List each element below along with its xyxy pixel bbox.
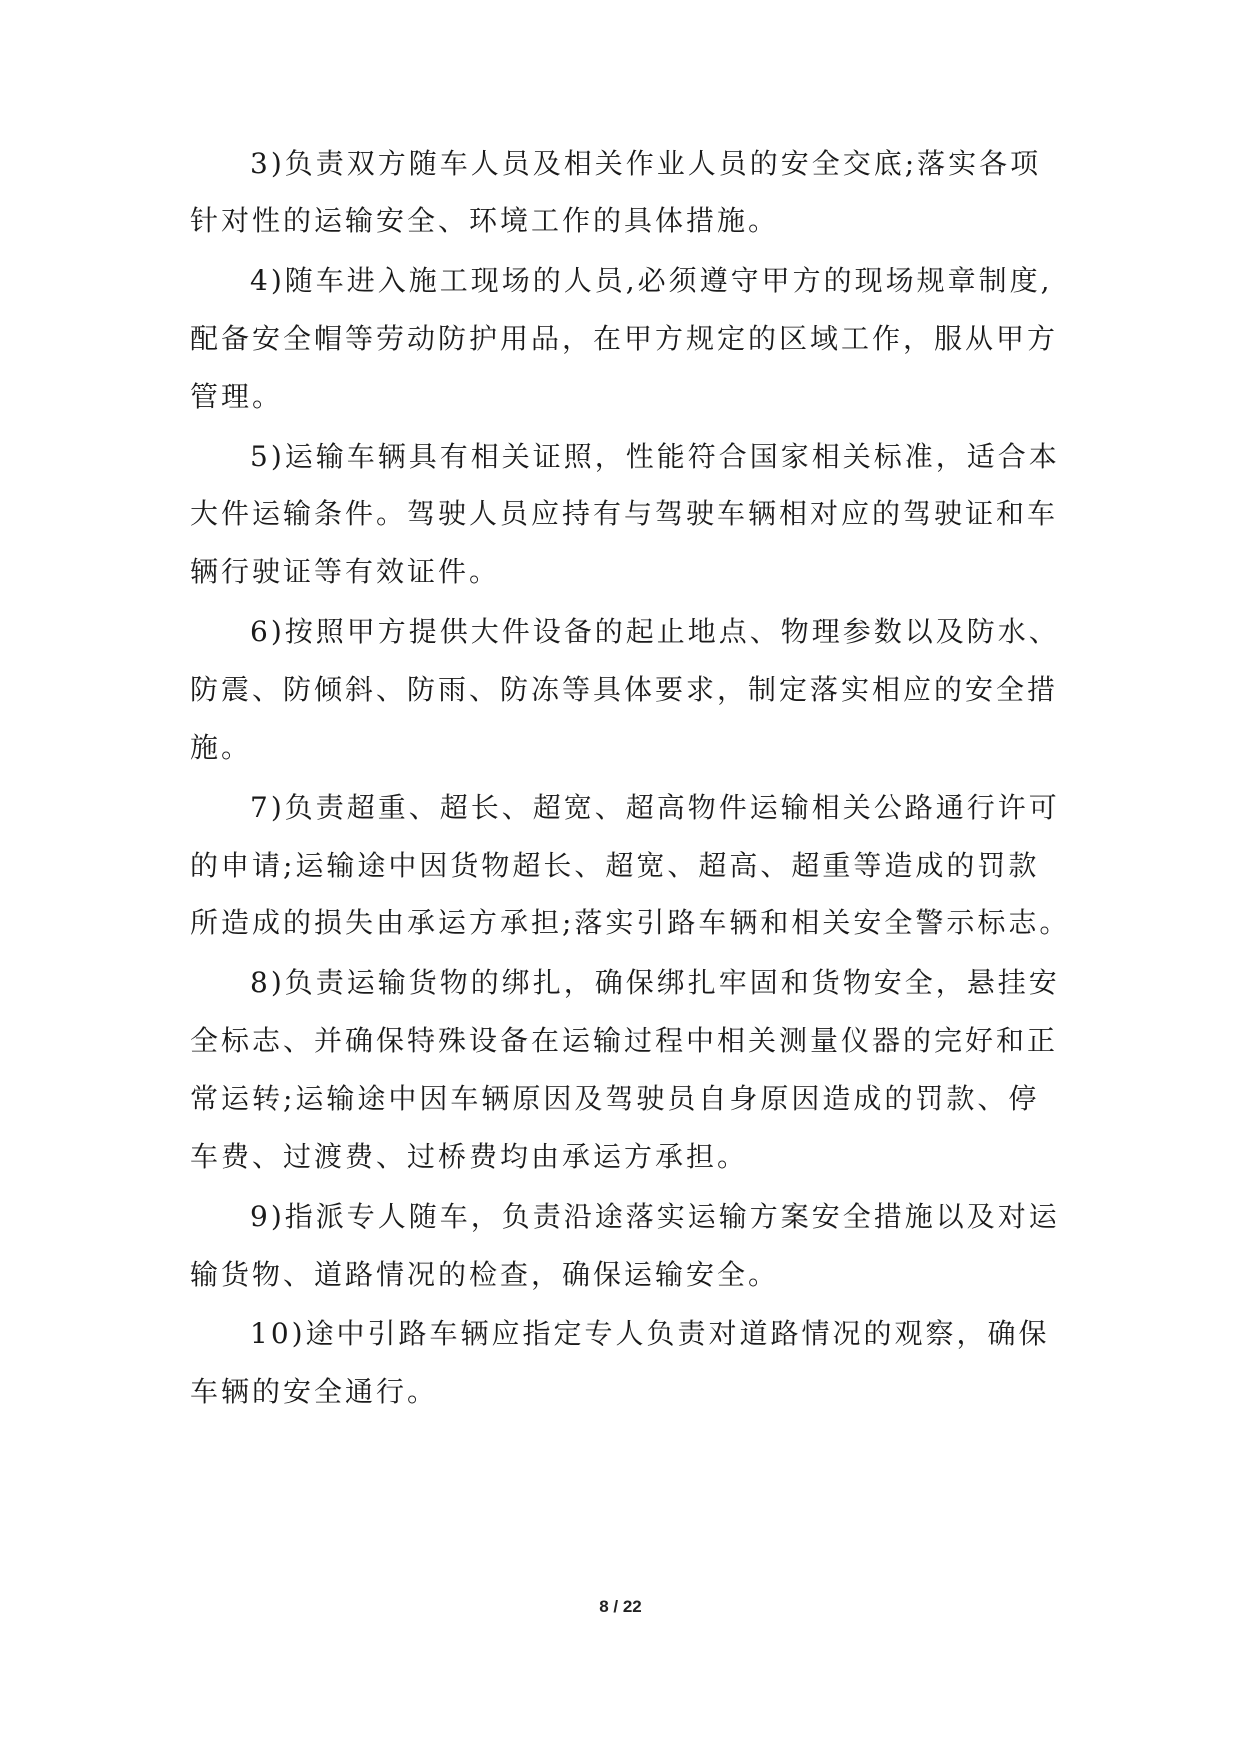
paragraph-item-3-line-1: 3)负责双方随车人员及相关作业人员的安全交底;落实各项	[250, 147, 1042, 180]
paragraph-item-7-line-2: 的申请;运输途中因货物超长、超宽、超高、超重等造成的罚款	[190, 849, 1040, 882]
paragraph-item-10-line-2: 车辆的安全通行。	[190, 1375, 439, 1408]
paragraph-item-5-line-1: 5)运输车辆具有相关证照，性能符合国家相关标准，适合本	[250, 440, 1060, 473]
paragraph-item-7-line-1: 7)负责超重、超长、超宽、超高物件运输相关公路通行许可	[250, 791, 1060, 824]
paragraph-item-8-line-2: 全标志、并确保特殊设备在运输过程中相关测量仪器的完好和正	[190, 1024, 1059, 1057]
paragraph-item-8-line-1: 8)负责运输货物的绑扎，确保绑扎牢固和货物安全，悬挂安	[250, 966, 1060, 999]
paragraph-item-4-line-1: 4)随车进入施工现场的人员,必须遵守甲方的现场规章制度,	[250, 264, 1053, 297]
paragraph-item-8-line-4: 车费、过渡费、过桥费均由承运方承担。	[190, 1140, 749, 1173]
paragraph-item-3-line-2: 针对性的运输安全、环境工作的具体措施。	[190, 204, 780, 237]
paragraph-item-5-line-3: 辆行驶证等有效证件。	[190, 555, 501, 588]
paragraph-item-4-line-2: 配备安全帽等劳动防护用品，在甲方规定的区域工作，服从甲方	[190, 322, 1059, 355]
paragraph-item-10-line-1: 10)途中引路车辆应指定专人负责对道路情况的观察，确保	[250, 1317, 1050, 1350]
paragraph-item-7-line-3: 所造成的损失由承运方承担;落实引路车辆和相关安全警示标志。	[190, 906, 1071, 939]
paragraph-item-6-line-2: 防震、防倾斜、防雨、防冻等具体要求，制定落实相应的安全措	[190, 673, 1059, 706]
paragraph-item-4-line-3: 管理。	[190, 380, 284, 413]
paragraph-item-9-line-2: 输货物、道路情况的检查，确保运输安全。	[190, 1258, 780, 1291]
paragraph-item-5-line-2: 大件运输条件。驾驶人员应持有与驾驶车辆相对应的驾驶证和车	[190, 497, 1059, 530]
paragraph-item-6-line-3: 施。	[190, 731, 253, 764]
paragraph-item-9-line-1: 9)指派专人随车，负责沿途落实运输方案安全措施以及对运	[250, 1200, 1060, 1233]
paragraph-item-8-line-3: 常运转;运输途中因车辆原因及驾驶员自身原因造成的罚款、停	[190, 1082, 1040, 1115]
paragraph-item-6-line-1: 6)按照甲方提供大件设备的起止地点、物理参数以及防水、	[250, 615, 1060, 648]
page-number: 8 / 22	[599, 1597, 642, 1616]
